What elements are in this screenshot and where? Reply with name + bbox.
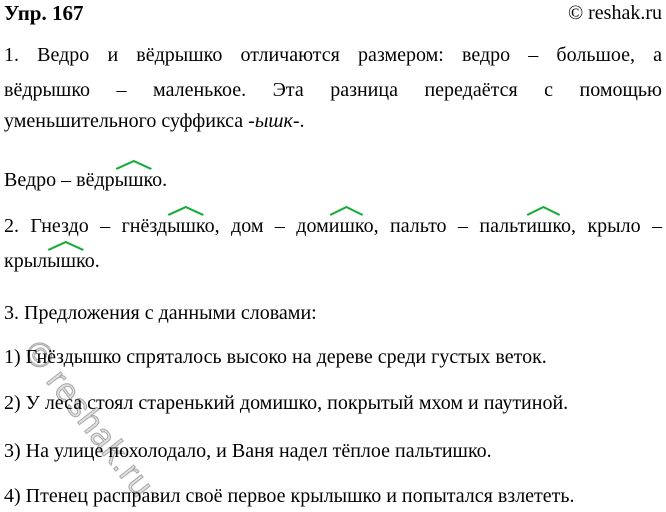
text: -. <box>292 110 305 132</box>
suffix-arc-icon <box>115 160 153 170</box>
text: о. <box>84 250 100 272</box>
watermark: © reshak.ru <box>16 333 162 505</box>
text: крыл <box>4 250 48 272</box>
text: о, пальто – пальт <box>363 215 527 237</box>
suffix-mark: ишк <box>526 215 561 237</box>
paragraph-2-line-2 <box>4 249 662 273</box>
paragraph-1-line-1: 1. Ведро и вёдрышко отличаются размером: ведро – большое, а <box>4 44 662 66</box>
exercise-title: Упр. 167 <box>4 1 84 25</box>
paragraph-3-heading: 3. Предложения с данными словами: <box>4 302 317 324</box>
paragraph-1-line-3 <box>4 109 662 133</box>
suffix-arc-icon <box>329 206 364 216</box>
suffix-arc-icon <box>526 206 561 216</box>
sentence-3: 3) На улице похолодало, и Ваня надел тёплое пальтишко. <box>4 440 492 462</box>
paragraph-2-line-1 <box>4 214 662 238</box>
text: уменьшительного суффикса - <box>4 110 255 132</box>
paragraph-1-line-2: вёдрышко – маленькое. Эта разница передаётся с помощью <box>4 79 662 101</box>
text: Ведро – вёдр <box>4 169 115 191</box>
example-line <box>4 168 662 192</box>
suffix-arc-icon <box>167 206 205 216</box>
sentence-1: 1) Гнёздышко спряталось высоко на дереве среди густых веток. <box>4 346 547 368</box>
suffix-mark: ышк <box>115 169 153 191</box>
text: о. <box>152 169 168 191</box>
copyright-label: © reshak.ru <box>567 2 662 24</box>
text: о, дом – дом <box>204 215 329 237</box>
suffix-mark: ишк <box>329 215 364 237</box>
suffix-text: ышк <box>254 110 293 132</box>
text: о, крыло – <box>561 215 662 237</box>
suffix-mark: ышк <box>47 250 85 272</box>
suffix-arc-icon <box>47 241 85 251</box>
sentence-2: 2) У леса стоял старенький домишко, покрытый мхом и паутиной. <box>4 392 569 414</box>
sentence-4: 4) Птенец расправил своё первое крылышко и попытался взлететь. <box>4 485 575 507</box>
text: 2. Гнездо – гнёзд <box>4 215 168 237</box>
suffix-mark: ышк <box>167 215 205 237</box>
